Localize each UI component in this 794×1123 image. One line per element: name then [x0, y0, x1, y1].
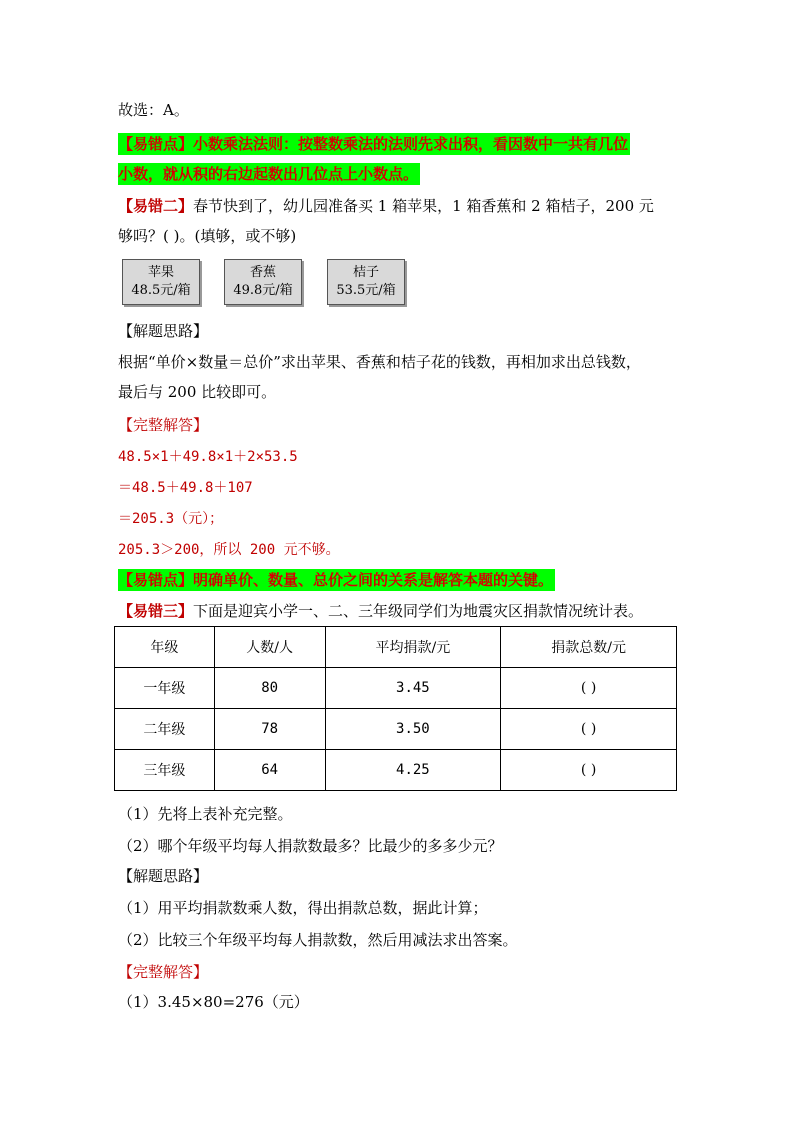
question-2-line2: 够吗？( )。(填够，或不够): [118, 227, 297, 245]
table-cell: 3.50: [325, 709, 501, 750]
think-label-2: 【解题思路】: [118, 867, 209, 885]
table-row: [115, 709, 677, 750]
calc-line-4: 205.3＞200，所以 200 元不够。: [118, 542, 340, 558]
price-box-apple: [122, 259, 200, 305]
question-2-tag: 【易错二】: [118, 197, 194, 215]
price-box-name: 苹果: [147, 265, 174, 280]
calc-line-2: ＝48.5＋49.8＋107: [118, 480, 253, 496]
table-cell: 二年级: [115, 709, 215, 750]
table-cell: 64: [214, 750, 325, 791]
think-text-2: 最后与 200 比较即可。: [118, 383, 277, 401]
think-text-4: （2）比较三个年级平均每人捐款数，然后用减法求出答案。: [118, 931, 518, 949]
table-cell: 78: [214, 709, 325, 750]
table-header-row: [115, 627, 677, 668]
price-box-name: 桔子: [352, 265, 379, 280]
answer-label-2: 【完整解答】: [118, 963, 209, 981]
table-row: [115, 668, 677, 709]
table-header: 平均捐款/元: [325, 627, 501, 668]
price-box-orange: [327, 259, 405, 305]
price-box-price: 53.5元/箱: [336, 283, 396, 298]
donation-table: [114, 626, 677, 791]
table-header: 捐款总数/元: [501, 627, 677, 668]
think-text: 根据“单价×数量＝总价”求出苹果、香蕉和桔子花的钱数，再相加求出总钱数，: [118, 353, 641, 371]
table-cell: 80: [214, 668, 325, 709]
think-label: 【解题思路】: [118, 322, 209, 340]
answer-label: 【完整解答】: [118, 416, 209, 434]
table-cell-blank[interactable]: ( ): [501, 668, 677, 709]
question-2-text: 春节快到了，幼儿园准备买 1 箱苹果，1 箱香蕉和 2 箱桔子，200 元: [193, 197, 654, 215]
table-cell: 三年级: [115, 750, 215, 791]
table-row: [115, 750, 677, 791]
sub-question-1: （1）先将上表补充完整。: [118, 805, 293, 823]
tip-highlight-1: 【易错点】小数乘法法则：按整数乘法的法则先求出积，看因数中一共有几位: [118, 135, 629, 153]
sub-question-2: （2）哪个年级平均每人捐款数最多？比最少的多多少元？: [118, 837, 503, 855]
table-cell: 3.45: [325, 668, 501, 709]
price-box-banana: [224, 259, 302, 305]
table-cell: 一年级: [115, 668, 215, 709]
calc-line-3: ＝205.3（元）；: [118, 511, 224, 527]
table-header: 人数/人: [214, 627, 325, 668]
tip-highlight-1b: 小数，就从积的右边起数出几位点上小数点。: [118, 165, 419, 183]
answer-line-1: （1）3.45×80=276（元）: [118, 993, 309, 1011]
price-box-price: 48.5元/箱: [131, 283, 191, 298]
question-2: [118, 195, 654, 217]
price-box-price: 49.8元/箱: [233, 283, 293, 298]
price-box-name: 香蕉: [249, 265, 276, 280]
table-cell-blank[interactable]: ( ): [501, 750, 677, 791]
answer-choice: 故选：A。: [118, 101, 189, 119]
table-cell: 4.25: [325, 750, 501, 791]
calc-line-1: 48.5×1＋49.8×1＋2×53.5: [118, 449, 298, 465]
table-cell-blank[interactable]: ( ): [501, 709, 677, 750]
tip-highlight-2: 【易错点】明确单价、数量、总价之间的关系是解答本题的关键。: [118, 571, 554, 589]
think-text-3: （1）用平均捐款数乘人数，得出捐款总数，据此计算；: [118, 899, 488, 917]
question-3-tag: 【易错三】: [118, 602, 194, 620]
table-header: 年级: [115, 627, 215, 668]
question-3-text: 下面是迎宾小学一、二、三年级同学们为地震灾区捐款情况统计表。: [193, 602, 644, 620]
question-3: [118, 600, 643, 622]
